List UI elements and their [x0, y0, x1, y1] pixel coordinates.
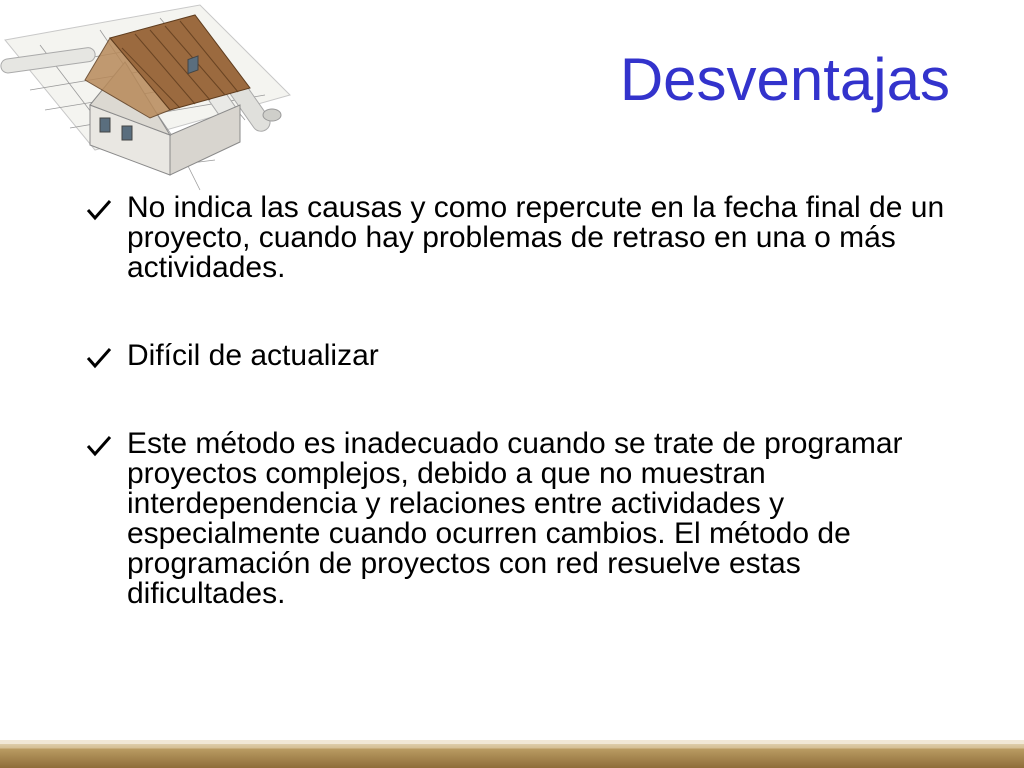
checkmark-icon: [84, 343, 114, 373]
list-item: [84, 341, 964, 371]
house-blueprint-icon: [0, 0, 300, 200]
bullet-text: Difícil de actualizar: [127, 339, 379, 372]
bullet-list: [84, 193, 964, 609]
bullet-text: Este método es inadecuado cuando se trate de programar proyectos complejos, debido a que no muestran interdependencia y relaciones entre actividades y especialmente cuando ocurren cambios. El método de programación de proyectos con red resuelve estas dificultades.: [127, 427, 903, 610]
footer-bar: [0, 740, 1024, 768]
checkmark-icon: [84, 195, 114, 225]
slide-title: Desventajas: [619, 46, 950, 113]
checkmark-icon: [84, 431, 114, 461]
list-item: [84, 193, 964, 283]
list-item: [84, 429, 964, 609]
bullet-text: No indica las causas y como repercute en la fecha final de un proyecto, cuando hay problemas de retraso en una o más actividades.: [127, 191, 945, 284]
